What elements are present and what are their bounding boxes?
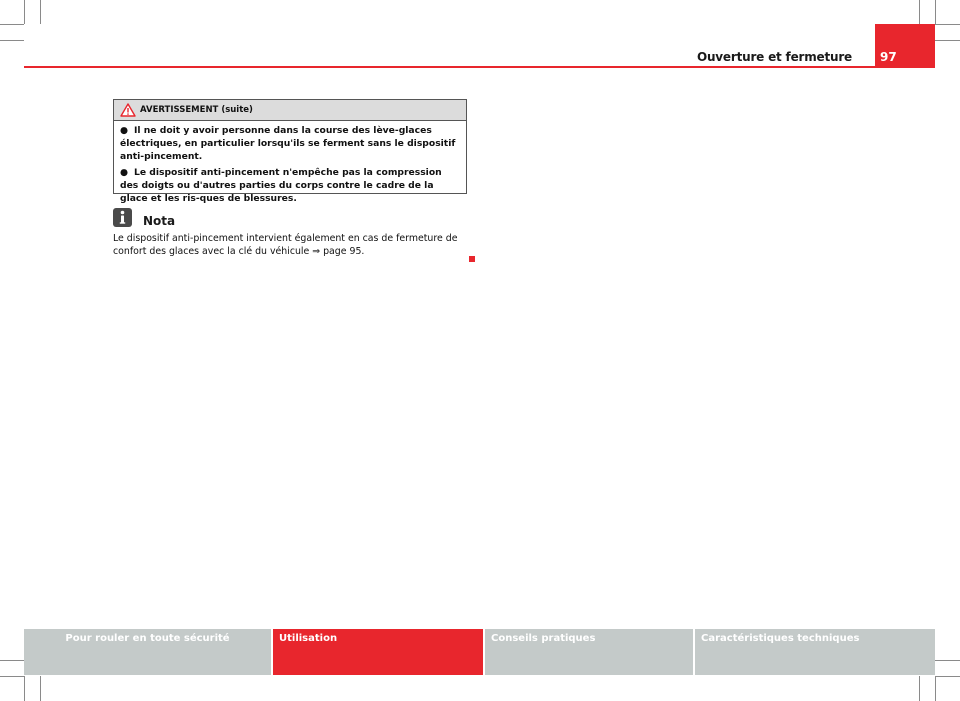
crop-mark (0, 40, 24, 41)
crop-mark (0, 676, 24, 677)
footer-tab-label: Caractéristiques techniques (701, 633, 860, 644)
info-i-icon (113, 208, 132, 227)
page-number: 97 (880, 50, 897, 64)
warning-header (114, 100, 466, 121)
warning-triangle-icon (120, 103, 136, 117)
footer-tab-utilisation[interactable] (273, 629, 483, 675)
warning-item (120, 166, 460, 205)
crop-mark (935, 0, 936, 24)
crop-mark (935, 676, 936, 701)
crop-mark (935, 24, 960, 25)
crop-mark (40, 0, 41, 24)
footer-tab-pour-rouler[interactable] (24, 629, 271, 675)
crop-mark (24, 0, 25, 24)
warning-item-text: Il ne doit y avoir personne dans la course des lève-glaces électriques, en particulier lorsqu'ils se ferment sans le dispositif anti-pincement. (120, 125, 456, 162)
footer-tab-caracteristiques[interactable] (695, 629, 935, 675)
crop-mark (935, 676, 960, 677)
footer-tab-conseils-pratiques[interactable] (485, 629, 693, 675)
crop-mark (0, 24, 24, 25)
crop-mark (919, 0, 920, 24)
footer-tab-label: Utilisation (279, 633, 338, 644)
bullet: ● (120, 125, 129, 136)
crop-mark (935, 660, 960, 661)
crop-mark (24, 676, 25, 701)
note-text: Le dispositif anti-pincement intervient également en cas de fermeture de confort des glaces avec la clé du véhicule ⇒ page 95. (113, 233, 458, 257)
crop-mark (0, 660, 24, 661)
header-rule (24, 66, 935, 68)
warning-body (114, 121, 466, 205)
warning-item (120, 124, 460, 163)
footer-tab-label: Conseils pratiques (491, 633, 596, 644)
warning-title: AVERTISSEMENT (suite) (140, 105, 253, 115)
chapter-title: Ouverture et fermeture (696, 50, 852, 64)
bullet: ● (120, 167, 129, 178)
crop-mark (40, 676, 41, 701)
note-title: Nota (143, 214, 176, 228)
footer-tab-label: Pour rouler en toute sécurité (65, 633, 230, 644)
warning-box (113, 99, 467, 204)
section-end-marker (469, 256, 475, 262)
crop-mark (919, 676, 920, 701)
warning-item-text: Le dispositif anti-pincement n'empêche pas la compression des doigts ou d'autres parties du corps contre le cadre de la glace et les ris-ques de blessures. (120, 167, 442, 204)
crop-mark (935, 40, 960, 41)
